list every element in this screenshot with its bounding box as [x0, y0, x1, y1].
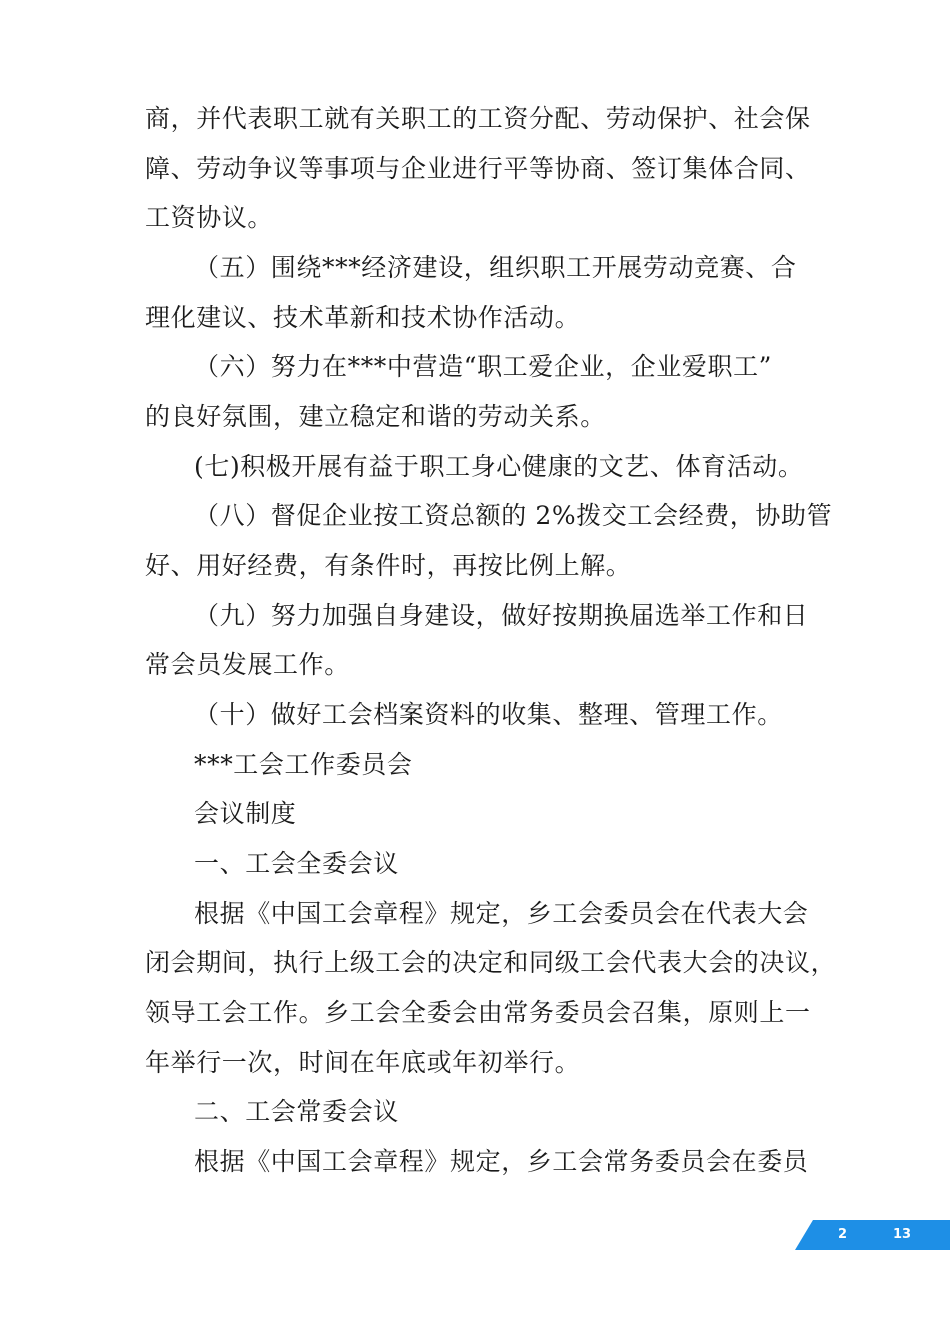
- body-text-line: （十）做好工会档案资料的收集、整理、管理工作。: [194, 700, 783, 729]
- body-text-line: （五）围绕***经济建设，组织职工开展劳动竞赛、合: [194, 253, 797, 282]
- current-page-number: 2: [838, 1227, 848, 1242]
- body-text-line: （九）努力加强自身建设，做好按期换届选举工作和日: [194, 601, 809, 630]
- page-number-band: [795, 1220, 950, 1250]
- body-text-line: 年举行一次，时间在年底或年初举行。: [145, 1048, 581, 1077]
- body-text-line: 常会员发展工作。: [145, 650, 350, 679]
- section-heading: ***工会工作委员会: [194, 750, 413, 779]
- section-heading: 二、工会常委会议: [194, 1097, 399, 1126]
- body-text-line: 根据《中国工会章程》规定，乡工会常务委员会在委员: [194, 1147, 809, 1176]
- body-text-line: 领导工会工作。乡工会全委会由常务委员会召集，原则上一: [145, 998, 811, 1027]
- body-text-line: 的良好氛围，建立稳定和谐的劳动关系。: [145, 402, 606, 431]
- body-text-line: 根据《中国工会章程》规定，乡工会委员会在代表大会: [194, 899, 809, 928]
- body-text-line: 障、劳动争议等事项与企业进行平等协商、签订集体合同、: [145, 154, 811, 183]
- page-band-shape: [795, 1220, 950, 1250]
- body-text-line: (七)积极开展有益于职工身心健康的文艺、体育活动。: [194, 452, 804, 481]
- body-text-line: 好、用好经费，有条件时，再按比例上解。: [145, 551, 632, 580]
- body-text-line: （六）努力在***中营造“职工爱企业，企业爱职工”: [194, 352, 773, 381]
- body-text-line: （八）督促企业按工资总额的 2%拨交工会经费，协助管: [194, 501, 833, 530]
- body-text-line: 商，并代表职工就有关职工的工资分配、劳动保护、社会保: [145, 104, 811, 133]
- section-heading: 一、工会全委会议: [194, 849, 399, 878]
- total-page-count: 13: [893, 1227, 912, 1242]
- body-text-line: 闭会期间，执行上级工会的决定和同级工会代表大会的决议，: [145, 948, 837, 977]
- body-text-line: 工资协议。: [145, 203, 274, 232]
- section-heading: 会议制度: [194, 799, 297, 828]
- body-text-line: 理化建议、技术革新和技术协作活动。: [145, 303, 581, 332]
